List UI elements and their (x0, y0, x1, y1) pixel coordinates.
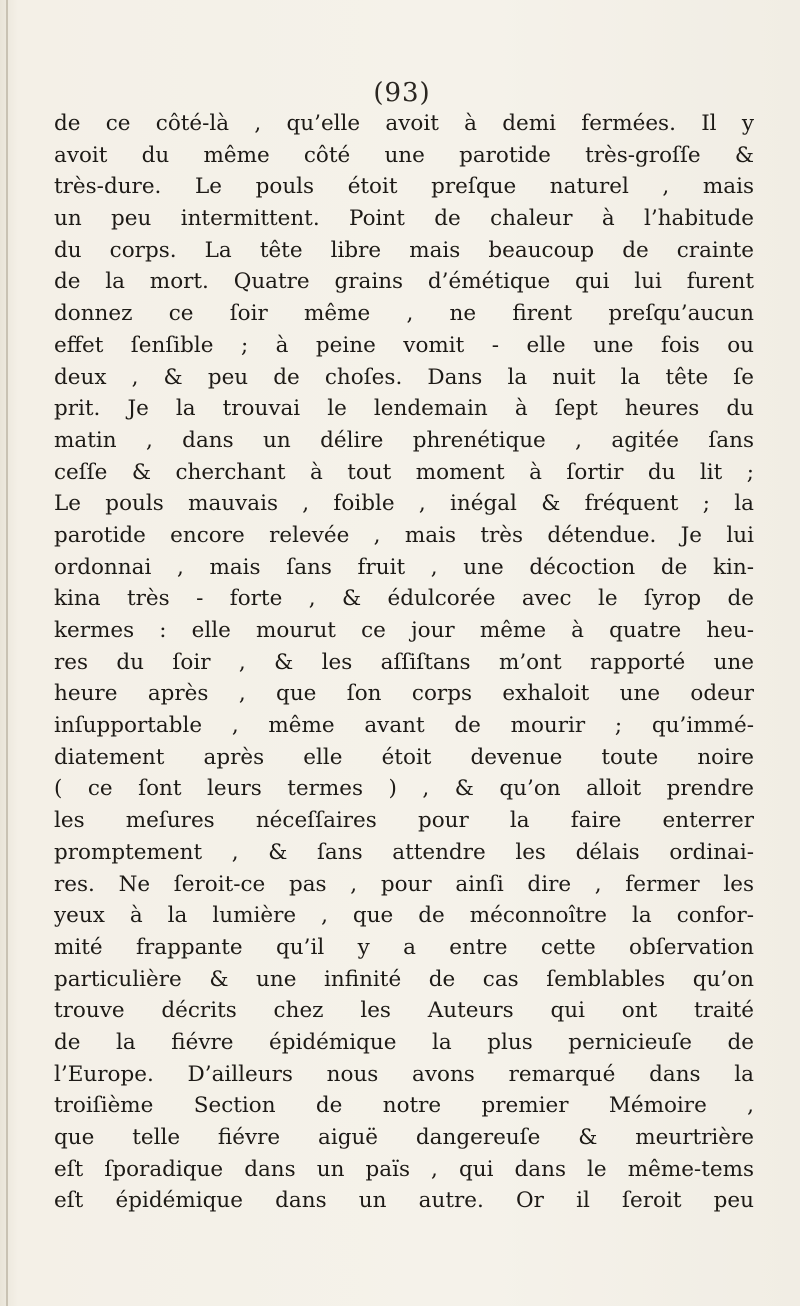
text-line: ordonnai , mais ſans fruit , une décoction de kin- (54, 554, 754, 580)
text-line: avoit du même côté une parotide très-groſſe & (54, 142, 754, 168)
text-line: de ce côté-là , qu’elle avoit à demi fermées. Il y (54, 111, 754, 136)
text-line: eſt ſporadique dans un païs , qui dans le même-tems (54, 1156, 754, 1182)
text-line: ( ce ſont leurs termes ) , & qu’on alloit prendre (54, 776, 754, 802)
text-line: heure après , que ſon corps exhaloit une odeur (54, 681, 754, 707)
text-line: res du ſoir , & les aſſiſtans m’ont rapporté une (54, 649, 754, 675)
text-line: du corps. La tête libre mais beaucoup de crainte (54, 237, 754, 263)
binding-edge (6, 0, 8, 1306)
text-line: que telle fiévre aiguë dangereuſe & meurtrière (54, 1125, 754, 1150)
text-line: de la fiévre épidémique la plus pernicieuſe de (54, 1029, 754, 1055)
text-line: matin , dans un délire phrenétique , agitée ſans (54, 427, 754, 453)
body-text (54, 108, 754, 1217)
text-line: eſt épidémique dans un autre. Or il ſeroit peu (54, 1188, 754, 1214)
text-line: troiſième Section de notre premier Mémoire , (54, 1093, 754, 1119)
text-line: mité frappante qu’il y a entre cette obſervation (54, 934, 754, 960)
text-line: un peu intermittent. Point de chaleur à l’habitude (54, 206, 754, 232)
text-line: trouve décrits chez les Auteurs qui ont traité (54, 998, 754, 1024)
text-line: de la mort. Quatre grains d’émétique qui lui furent (54, 269, 754, 295)
page-number: (93) (373, 78, 431, 108)
text-line: très-dure. Le pouls étoit preſque naturel , mais (54, 174, 754, 200)
text-line: Le pouls mauvais , foible , inégal & fréquent ; la (54, 491, 754, 517)
text-line: effet ſenſible ; à peine vomit - elle une fois ou (54, 332, 754, 358)
text-line: donnez ce ſoir même , ne firent preſqu’aucun (54, 301, 754, 327)
text-line: kina très - forte , & édulcorée avec le ſyrop de (54, 586, 754, 612)
text-line: promptement , & ſans attendre les délais ordinai- (54, 839, 754, 865)
text-line: kermes : elle mourut ce jour même à quatre heu- (54, 618, 754, 643)
text-line: les meſures néceſſaires pour la faire enterrer (54, 808, 754, 834)
text-line: particulière & une infinité de cas ſemblables qu’on (54, 966, 754, 992)
text-line: ceſſe & cherchant à tout moment à ſortir du lit ; (54, 459, 754, 485)
text-line: res. Ne ſeroit-ce pas , pour ainſi dire , fermer les (54, 871, 754, 897)
text-line: deux , & peu de choſes. Dans la nuit la tête ſe (54, 364, 754, 390)
text-line: inſupportable , même avant de mourir ; qu’immé- (54, 713, 754, 739)
text-line: diatement après elle étoit devenue toute noire (54, 744, 754, 770)
text-line: l’Europe. D’ailleurs nous avons remarqué dans la (54, 1061, 754, 1087)
text-line: prit. Je la trouvai le lendemain à ſept heures du (54, 396, 754, 422)
text-line: parotide encore relevée , mais très détendue. Je lui (54, 522, 754, 548)
text-line: yeux à la lumière , que de méconnoître la confor- (54, 903, 754, 929)
